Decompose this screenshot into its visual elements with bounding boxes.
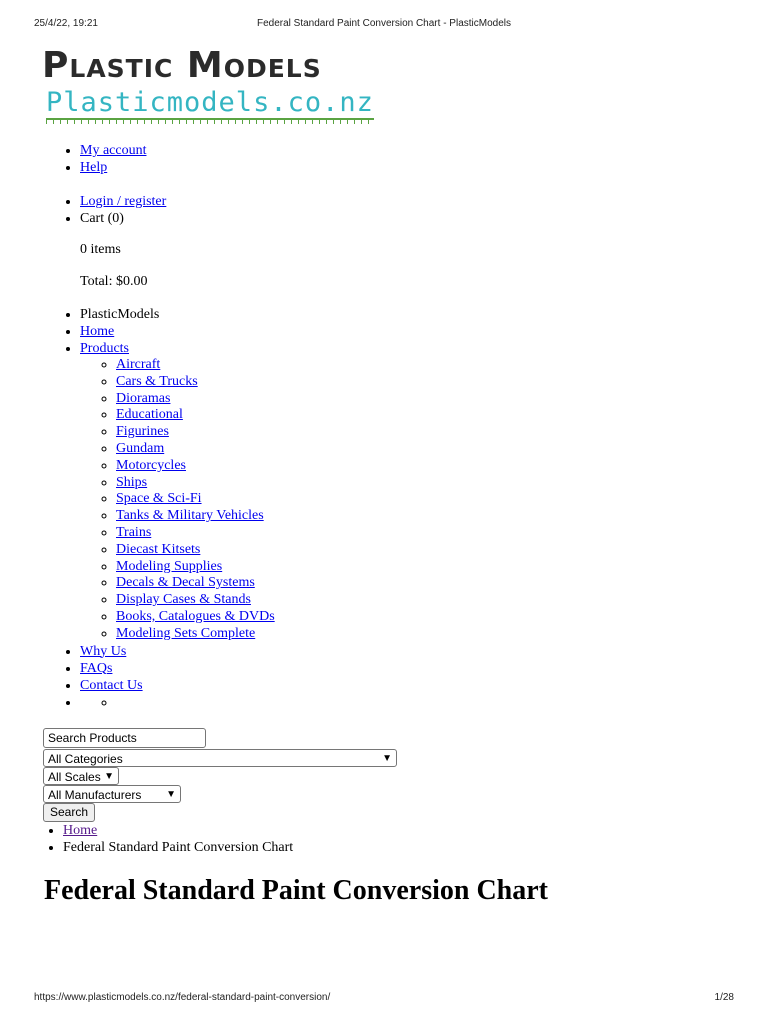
category-link-cars-trucks[interactable]: Cars & Trucks [116, 373, 198, 389]
category-item [116, 575, 275, 592]
menu-item-why-us [80, 643, 275, 660]
category-select[interactable] [43, 749, 397, 767]
category-link-modeling-supplies[interactable]: Modeling Supplies [116, 558, 223, 574]
category-item [116, 391, 275, 408]
logo-wordmark [42, 44, 382, 88]
menu-item-brand [80, 306, 275, 323]
manufacturer-select[interactable] [43, 785, 181, 803]
menu-item-products [80, 340, 275, 643]
category-select-value: All Categories [48, 752, 123, 766]
breadcrumb-home-link[interactable]: Home [63, 823, 98, 838]
category-item [116, 407, 275, 424]
breadcrumb [0, 822, 293, 856]
main-menu [0, 306, 275, 711]
category-item [116, 424, 275, 441]
manufacturer-select-value: All Manufacturers [48, 788, 142, 802]
scale-select-value: All Scales [48, 770, 101, 784]
category-item [116, 609, 275, 626]
category-link-figurines[interactable]: Figurines [116, 424, 169, 440]
category-link-dioramas[interactable]: Dioramas [116, 390, 171, 406]
category-item [116, 626, 275, 643]
category-item [116, 491, 275, 508]
faqs-link[interactable]: FAQs [80, 660, 113, 676]
empty-submenu [80, 695, 275, 712]
category-link-modeling-sets[interactable]: Modeling Sets Complete [116, 625, 256, 641]
breadcrumb-item [63, 839, 293, 856]
brand-label: PlasticModels [80, 307, 160, 322]
cart-label[interactable]: Cart (0) [80, 211, 124, 226]
category-link-books[interactable]: Books, Catalogues & DVDs [116, 608, 275, 624]
menu-item-help [80, 159, 146, 176]
login-register-link[interactable]: Login / register [80, 194, 167, 209]
print-url: https://www.plasticmodels.co.nz/federal-standard-paint-conversion/ [34, 992, 331, 1003]
site-logo[interactable] [42, 44, 382, 122]
why-us-link[interactable]: Why Us [80, 643, 127, 659]
empty-submenu-item [116, 695, 275, 712]
search-button[interactable]: Search [43, 803, 95, 822]
home-link[interactable]: Home [80, 324, 115, 339]
category-item [116, 525, 275, 542]
category-link-educational[interactable]: Educational [116, 407, 183, 423]
menu-item-empty [80, 694, 275, 712]
category-item [116, 441, 275, 458]
category-link-display-cases[interactable]: Display Cases & Stands [116, 592, 251, 608]
page-title: Federal Standard Paint Conversion Chart [44, 875, 548, 906]
category-item [116, 374, 275, 391]
category-item [116, 559, 275, 576]
category-link-ships[interactable]: Ships [116, 474, 148, 490]
menu-item-contact [80, 677, 275, 694]
category-link-gundam[interactable]: Gundam [116, 440, 165, 456]
category-link-motorcycles[interactable]: Motorcycles [116, 457, 186, 473]
menu-item-faqs [80, 660, 275, 677]
help-link[interactable]: Help [80, 160, 108, 175]
products-link[interactable]: Products [80, 341, 129, 356]
user-menu [0, 193, 166, 227]
print-page-title: Federal Standard Paint Conversion Chart - PlasticModels [256, 18, 511, 29]
product-categories-menu [80, 357, 275, 643]
category-item [116, 592, 275, 609]
breadcrumb-item [63, 822, 293, 839]
category-link-trains[interactable]: Trains [116, 524, 152, 540]
contact-us-link[interactable]: Contact Us [80, 677, 143, 693]
category-item [116, 508, 275, 525]
category-link-space-scifi[interactable]: Space & Sci-Fi [116, 491, 202, 507]
category-item [116, 475, 275, 492]
my-account-link[interactable]: My account [80, 143, 147, 158]
category-link-decals[interactable]: Decals & Decal Systems [116, 575, 255, 591]
chevron-down-icon: ▼ [166, 789, 176, 800]
cart-item-count: 0 items [80, 242, 121, 257]
category-link-aircraft[interactable]: Aircraft [116, 357, 161, 372]
search-input[interactable]: Search Products [43, 728, 206, 748]
print-date: 25/4/22, 19:21 [34, 18, 98, 29]
category-link-tanks[interactable]: Tanks & Military Vehicles [116, 508, 264, 524]
logo-text-bottom: Plasticmodels.co.nz [46, 87, 374, 118]
category-item [116, 357, 275, 374]
breadcrumb-current: Federal Standard Paint Conversion Chart [63, 840, 294, 855]
chevron-down-icon: ▼ [382, 753, 392, 764]
cart-total: Total: $0.00 [80, 274, 148, 289]
category-link-diecast[interactable]: Diecast Kitsets [116, 541, 201, 557]
category-item [116, 542, 275, 559]
scale-select[interactable] [43, 767, 119, 785]
chevron-down-icon: ▼ [104, 771, 114, 782]
logo-ruler-graphic [46, 118, 374, 124]
logo-text-top: Plastic Models [42, 45, 322, 86]
menu-item-home [80, 323, 275, 340]
account-menu [0, 142, 146, 176]
menu-item-login [80, 193, 166, 210]
category-item [116, 458, 275, 475]
logo-domain [46, 88, 374, 122]
menu-item-my-account [80, 142, 146, 159]
menu-item-cart [80, 210, 166, 227]
print-page-number: 1/28 [714, 992, 734, 1003]
